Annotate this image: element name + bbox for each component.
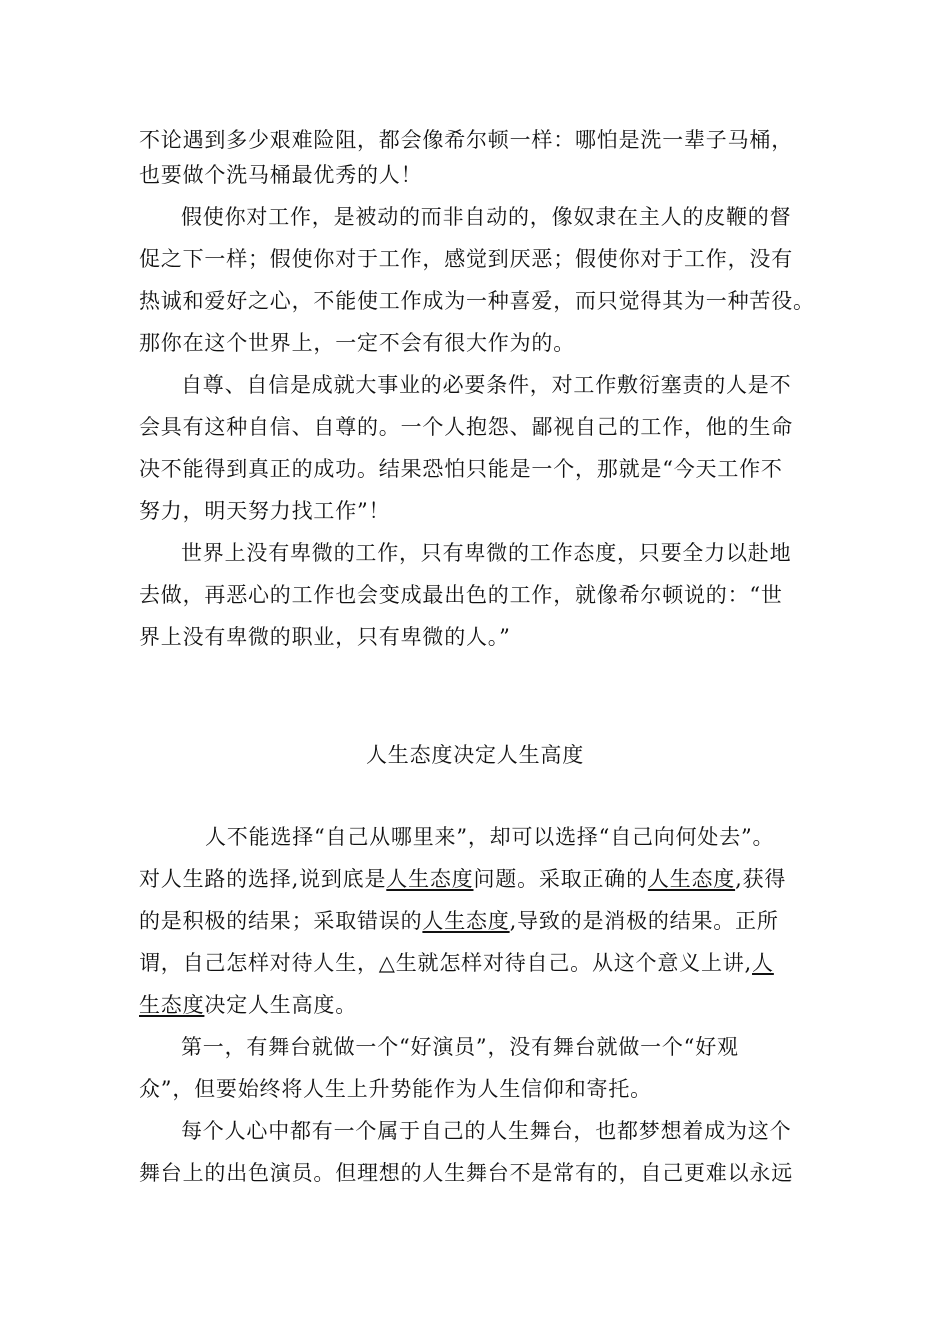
text-line: 会具有这种自信、自尊的。一个人抱怨、鄙视自己的工作，他的生命 <box>139 415 793 439</box>
text-line: 去做，再恶心的工作也会变成最出色的工作，就像希尔顿说的：“世 <box>139 583 783 607</box>
underlined-term: 人生态度 <box>386 867 474 891</box>
paragraph-first-line: 每个人心中都有一个属于自己的人生舞台，也都梦想着成为这个 <box>181 1119 792 1143</box>
text-line: 也要做个洗马桶最优秀的人！ <box>139 163 423 187</box>
underlined-term: 人生态度 <box>647 867 736 891</box>
text-line: 众”，但要始终将人生上升势能作为人生信仰和寄托。 <box>139 1077 652 1101</box>
underlined-term: 人 <box>752 951 774 975</box>
paragraph-first-line: 自尊、自信是成就大事业的必要条件，对工作敷衍塞责的人是不 <box>181 373 792 397</box>
underlined-term: 生态度 <box>139 993 205 1017</box>
paragraph-first-line: 人不能选择“自己从哪里来”，却可以选择“自己向何处去”。 <box>205 825 775 849</box>
text-span: 决定人生高度。 <box>204 993 358 1017</box>
paragraph-first-line: 世界上没有卑微的工作，只有卑微的工作态度，只要全力以赴地 <box>181 541 792 565</box>
text-span: ,导致的是消极的结果。正所 <box>509 909 779 933</box>
paragraph-first-line: 第一，有舞台就做一个“好演员”，没有舞台就做一个“好观 <box>181 1035 739 1059</box>
text-line: 促之下一样；假使你对于工作，感觉到厌恶；假使你对于工作，没有 <box>139 247 793 271</box>
text-line: 决不能得到真正的成功。结果恐怕只能是一个，那就是“今天工作不 <box>139 457 783 481</box>
text-line <box>139 859 839 899</box>
text-span: 对人生路的选择,说到底是 <box>139 867 387 891</box>
text-line <box>139 943 839 983</box>
text-line: 界上没有卑微的职业，只有卑微的人。” <box>139 625 511 649</box>
text-line <box>139 985 839 1025</box>
text-line: 那你在这个世界上，一定不会有很大作为的。 <box>139 331 575 355</box>
text-span: 问题。采取正确的 <box>473 867 648 891</box>
text-line: 热诚和爱好之心，不能使工作成为一种喜爱，而只觉得其为一种苦役。 <box>139 289 815 313</box>
text-line: 不论遇到多少艰难险阻，都会像希尔顿一样：哪怕是洗一辈子马桶， <box>139 128 793 152</box>
paragraph-first-line: 假使你对工作，是被动的而非自动的，像奴隶在主人的皮鞭的督 <box>181 205 792 229</box>
text-line <box>139 901 839 941</box>
text-span: ,获得 <box>735 867 787 891</box>
text-line: 努力，明天努力找工作”！ <box>139 499 391 523</box>
text-line: 舞台上的出色演员。但理想的人生舞台不是常有的，自己更难以永远 <box>139 1161 793 1185</box>
text-span: 的是积极的结果；采取错误的 <box>139 909 423 933</box>
section-title: 人生态度决定人生高度 <box>366 743 584 767</box>
underlined-term: 人生态度 <box>422 909 510 933</box>
text-span: 谓，自己怎样对待人生，△生就怎样对待自己。从这个意义上讲, <box>139 951 753 975</box>
